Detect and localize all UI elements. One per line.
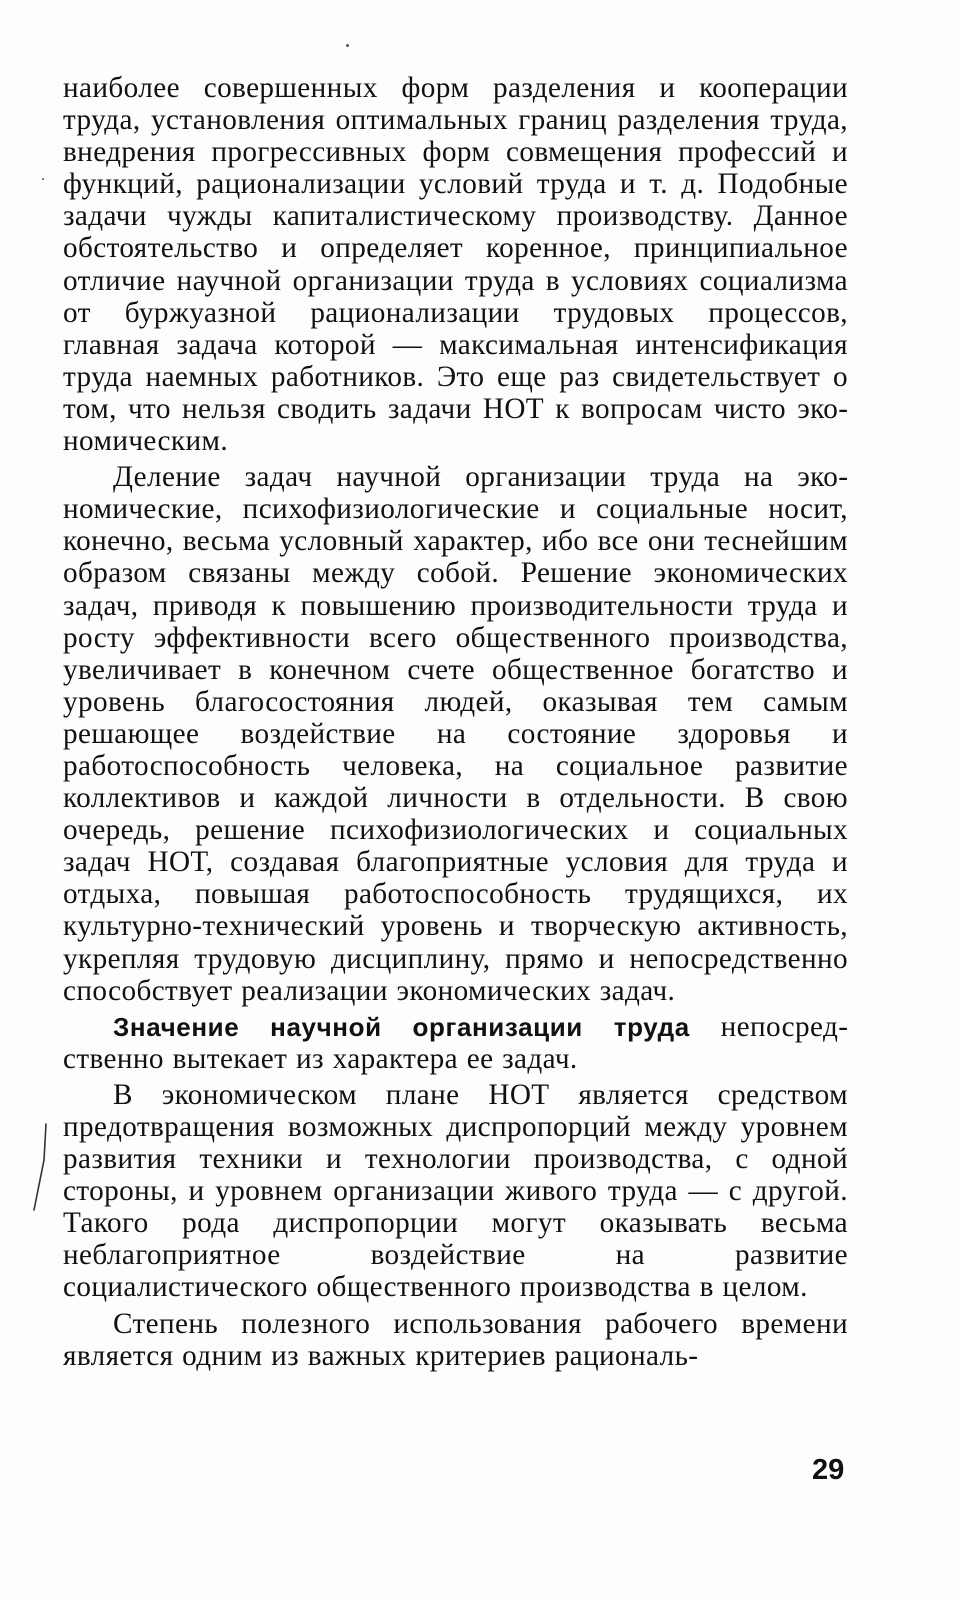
paragraph: наиболее совершенных форм разделения и кооперации труда, установления оптимальных границ разделения труда, внедрения прогрессивных форм совмещения профессий и функций, рационализации условий труда и т. д. Подобные задачи чужды капиталистическому производству. Данное обстоятельство и определяет коренное, принципиальное отличие научной организации труда в условиях социализма от буржуазной рационализации трудовых процессов, главная задача которой — максимальная интенсификация труда наемных работников. Это еще раз свидетельствует о том, что нельзя сводить задачи НОТ к вопросам чисто экономическим. <box>63 72 848 458</box>
pencil-margin-mark <box>26 1120 50 1220</box>
paragraph-text: непосредственно вытекает из характера ее задач. <box>63 1010 848 1075</box>
paragraph <box>63 1011 848 1075</box>
bold-lead-phrase: Значение научной организации труда <box>113 1011 690 1042</box>
print-speck <box>42 178 44 180</box>
body-text <box>63 72 848 1372</box>
paragraph: Степень полезного использования рабочего времени является одним из важных критериев рациональ- <box>63 1307 848 1372</box>
page-number: 29 <box>812 1454 845 1486</box>
paragraph: Деление задач научной организации труда на экономические, психофизиологические и социальные носит, конечно, весьма условный характер, ибо все они теснейшим образом связаны между собой. Решение экономических задач, приводя к повышению производительности труда и росту эффективности всего общественного производства, увеличивает в конечном счете общественное богатство и уровень благосостояния людей, оказывая тем самым решающее воздействие на состояние здоровья и работоспособность человека, на социальное развитие коллективов и каждой личности в отдельности. В свою очередь, решение психофизиологических и социальных задач НОТ, создавая благоприятные условия для труда и отдыха, повышая работоспособность трудящихся, их культурно-технический уровень и творческую активность, укрепляя трудовую дисциплину, прямо и непосредственно способствует реализации экономических задач. <box>63 461 848 1007</box>
print-speck <box>346 44 349 47</box>
paragraph: В экономическом плане НОТ является средством предотвращения возможных диспропорций между уровнем развития техники и технологии производства, с одной стороны, и уровнем организации живого труда — с другой. Такого рода диспропорции могут оказывать весьма неблагоприятное воздействие на развитие социалистического общественного производства в целом. <box>63 1078 848 1304</box>
